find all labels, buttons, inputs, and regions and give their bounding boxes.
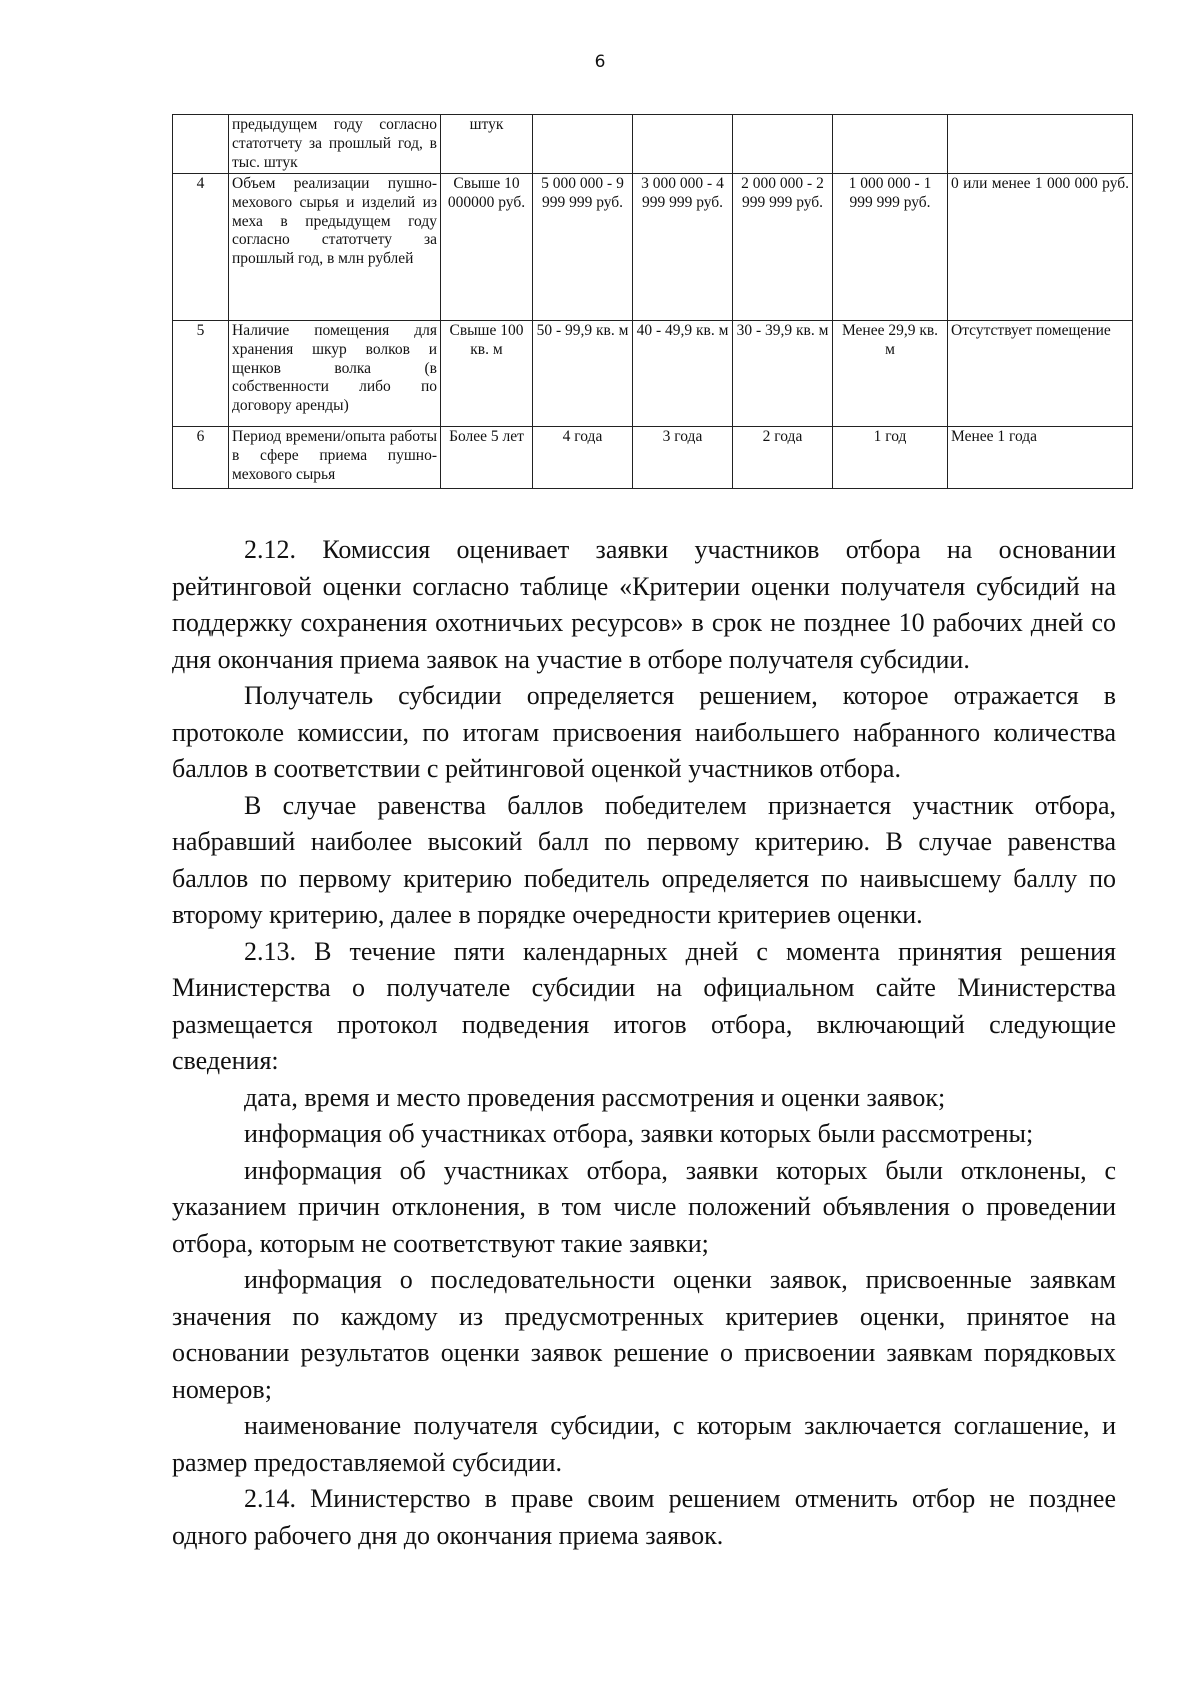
table-row <box>173 173 1133 320</box>
paragraph: 2.12. Комиссия оценивает заявки участников отбора на основании рейтинговой оценки согласно таблице «Критерии оценки получателя субсидий на поддержку сохранения охотничьих ресурсов» в срок не позднее 10 рабочих дней со дня окончания приема заявок на участие в отборе получателя субсидии. <box>172 535 1116 674</box>
row-number-cell: 4 <box>173 173 229 320</box>
value-cell: 2 000 000 - 2 999 999 руб. <box>733 173 833 320</box>
table-row <box>173 426 1133 488</box>
value-cell <box>633 115 733 174</box>
table-row <box>173 320 1133 426</box>
value-cell: 3 000 000 - 4 999 999 руб. <box>633 173 733 320</box>
paragraph: информация о последовательности оценки заявок, присвоенные заявкам значения по каждому из предусмотренных критериев оценки, принятое на основании результатов оценки заявок решение о присвоении заявкам порядковых номеров; <box>172 1265 1116 1404</box>
value-cell: 40 - 49,9 кв. м <box>633 320 733 426</box>
value-cell: Менее 29,9 кв. м <box>833 320 948 426</box>
value-cell: 1 год <box>833 426 948 488</box>
criterion-cell: Наличие помещения для хранения шкур волков и щенков волка (в собственности либо по договору аренды) <box>229 320 441 426</box>
value-cell <box>948 115 1133 174</box>
criteria-table <box>172 114 1133 489</box>
document-body <box>172 532 1116 1554</box>
value-cell: 5 000 000 - 9 999 999 руб. <box>533 173 633 320</box>
value-cell: 1 000 000 - 1 999 999 руб. <box>833 173 948 320</box>
value-cell: 50 - 99,9 кв. м <box>533 320 633 426</box>
paragraph: наименование получателя субсидии, с которым заключается соглашение, и размер предоставляемой субсидии. <box>172 1411 1116 1477</box>
value-cell: Свыше 10 000000 руб. <box>441 173 533 320</box>
paragraph: дата, время и место проведения рассмотрения и оценки заявок; <box>244 1082 946 1112</box>
value-cell <box>733 115 833 174</box>
criterion-cell: предыдущем году согласно статотчету за прошлый год, в тыс. штук <box>229 115 441 174</box>
paragraph: информация об участниках отбора, заявки которых были рассмотрены; <box>244 1119 1034 1148</box>
table-row <box>173 115 1133 174</box>
value-cell: 0 или менее 1 000 000 руб. <box>948 173 1133 320</box>
value-cell: Менее 1 года <box>948 426 1133 488</box>
row-number-cell: 5 <box>173 320 229 426</box>
row-number-cell: 6 <box>173 426 229 488</box>
value-cell: 2 года <box>733 426 833 488</box>
value-cell: 30 - 39,9 кв. м <box>733 320 833 426</box>
criterion-cell: Период времени/опыта работы в сфере приема пушно-мехового сырья <box>229 426 441 488</box>
page-number: 6 <box>594 52 606 72</box>
paragraph: Получатель субсидии определяется решением, которое отражается в протоколе комиссии, по итогам присвоения наибольшего набранного количества баллов в соответствии с рейтинговой оценкой участников отбора. <box>172 681 1116 783</box>
paragraph: 2.13. В течение пяти календарных дней с момента принятия решения Министерства о получателе субсидии на официальном сайте Министерства размещается протокол подведения итогов отбора, включающий следующие сведения: <box>172 936 1116 1075</box>
row-number-cell <box>173 115 229 174</box>
criterion-cell: Объем реализации пушно-мехового сырья и изделий из меха в предыдущем году согласно статотчету за прошлый год, в млн рублей <box>229 173 441 320</box>
paragraph: В случае равенства баллов победителем признается участник отбора, набравший наиболее высокий балл по первому критерию. В случае равенства баллов по первому критерию победитель определяется по наивысшему баллу по второму критерию, далее в порядке очередности критериев оценки. <box>172 790 1116 929</box>
value-cell: Отсутствует помещение <box>948 320 1133 426</box>
value-cell: 3 года <box>633 426 733 488</box>
value-cell: штук <box>441 115 533 174</box>
paragraph: 2.14. Министерство в праве своим решением отменить отбор не позднее одного рабочего дня до окончания приема заявок. <box>172 1484 1116 1550</box>
value-cell <box>833 115 948 174</box>
paragraph: информация об участниках отбора, заявки которых были отклонены, с указанием причин отклонения, в том числе положений объявления о проведении отбора, которым не соответствуют такие заявки; <box>172 1155 1116 1258</box>
value-cell: Более 5 лет <box>441 426 533 488</box>
value-cell: Свыше 100 кв. м <box>441 320 533 426</box>
value-cell <box>533 115 633 174</box>
value-cell: 4 года <box>533 426 633 488</box>
